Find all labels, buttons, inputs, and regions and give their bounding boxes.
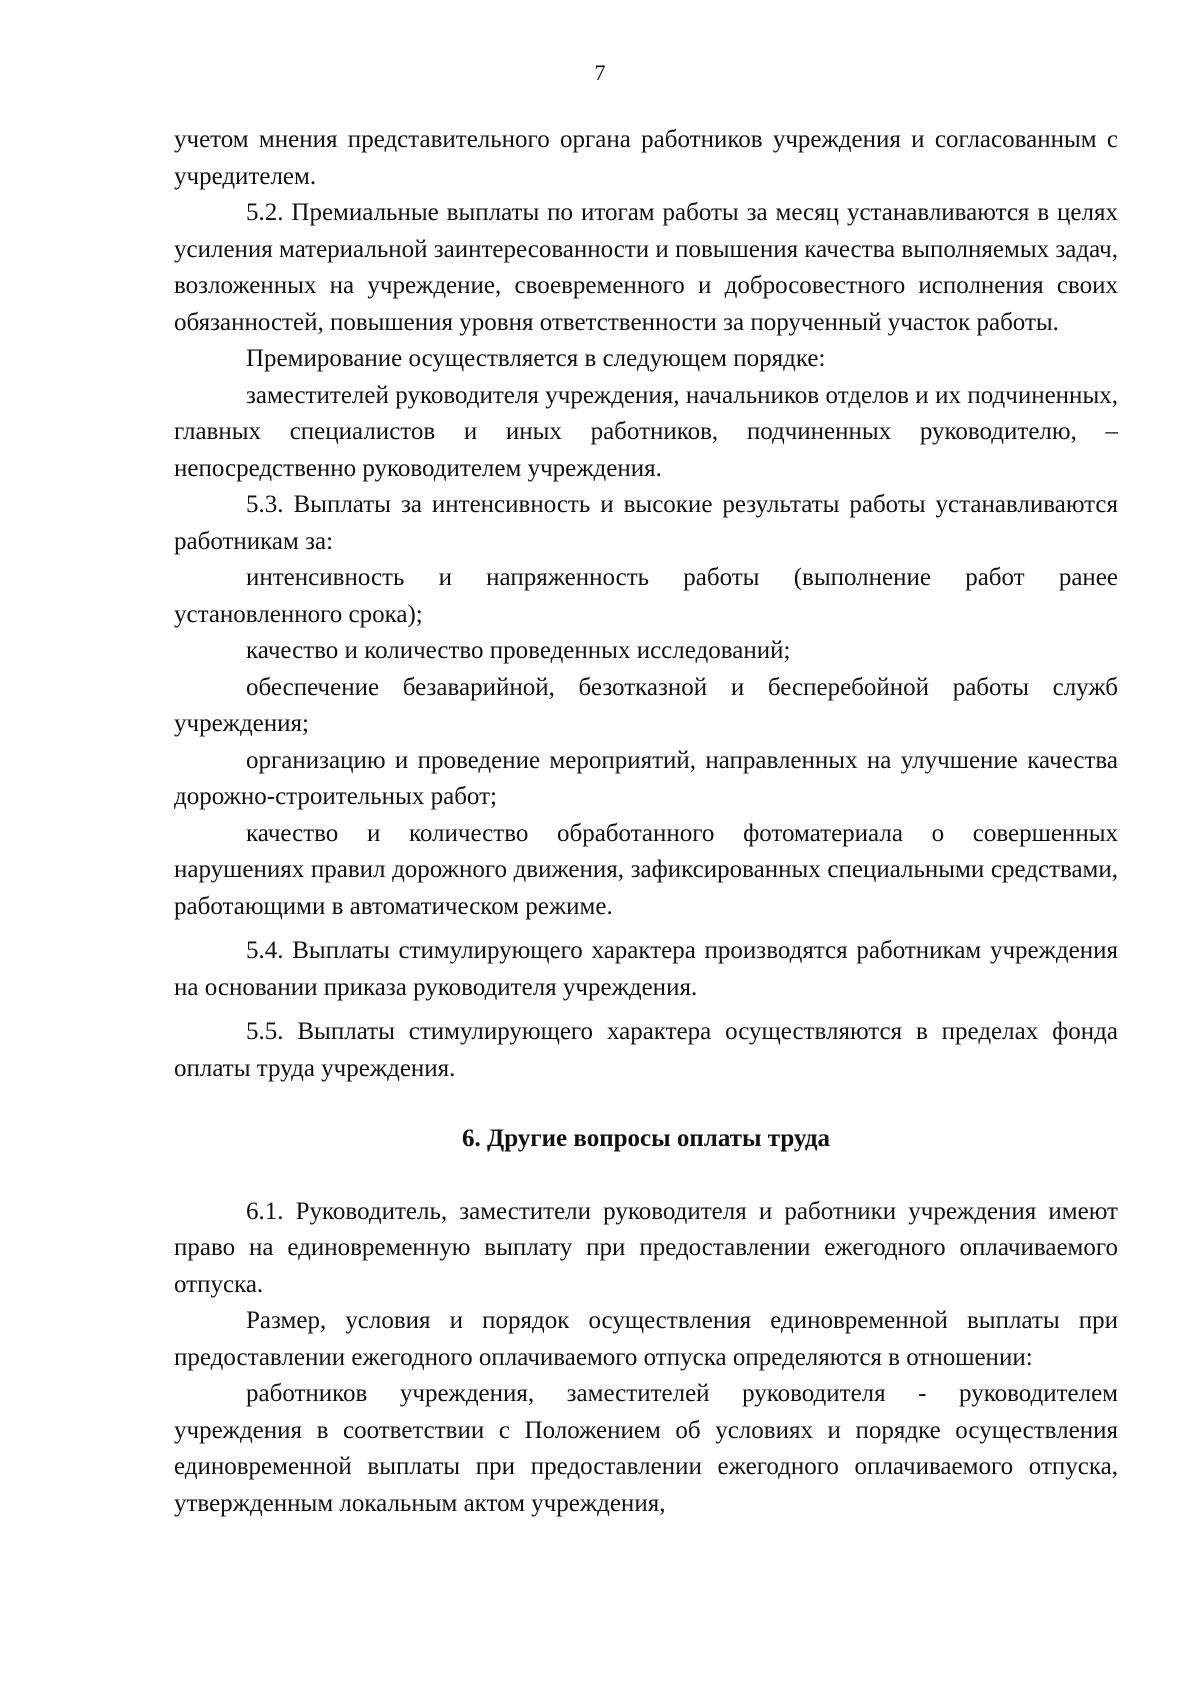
paragraph-quality-research: качество и количество проведенных исследований; bbox=[246, 637, 791, 664]
paragraph-workers: работников учреждения, заместителей руководителя - руководителем учреждения в соответствии с Положением об условиях и порядке осуществления единовременной выплаты при предоставлении ежегодного оплачиваемого отпуска, утвержденным локальным актом учреждения, bbox=[174, 1380, 1118, 1517]
paragraph-uninterrupted-work: обеспечение безаварийной, безотказной и бесперебойной работы служб учреждения; bbox=[174, 673, 1118, 737]
document-body bbox=[174, 122, 1118, 1522]
paragraph-continuation: учетом мнения представительного органа работников учреждения и согласованным с учредителем. bbox=[174, 126, 1118, 190]
paragraph-5-4: 5.4. Выплаты стимулирующего характера производятся работникам учреждения на основании приказа руководителя учреждения. bbox=[174, 937, 1118, 1001]
page-number: 7 bbox=[594, 60, 606, 85]
paragraph-5-3: 5.3. Выплаты за интенсивность и высокие результаты работы устанавливаются работникам за: bbox=[174, 491, 1118, 555]
paragraph-premium-order: Премирование осуществляется в следующем порядке: bbox=[246, 345, 826, 372]
paragraph-5-2: 5.2. Премиальные выплаты по итогам работы за месяц устанавливаются в целях усиления материальной заинтересованности и повышения качества выполняемых задач, возложенных на учреждение, своевременного и добросовестного исполнения своих обязанностей, повышения уровня ответственности за порученный участок работы. bbox=[174, 199, 1118, 336]
paragraph-premium-deputies: заместителей руководителя учреждения, начальников отделов и их подчиненных, главных специалистов и иных работников, подчиненных руководителю, – непосредственно руководителем учреждения. bbox=[174, 381, 1118, 482]
paragraph-5-5: 5.5. Выплаты стимулирующего характера осуществляются в пределах фонда оплаты труда учреждения. bbox=[174, 1018, 1118, 1082]
section-6-heading: 6. Другие вопросы оплаты труда bbox=[462, 1125, 830, 1152]
paragraph-size-conditions: Размер, условия и порядок осуществления единовременной выплаты при предоставлении ежегодного оплачиваемого отпуска определяются в отношении: bbox=[174, 1307, 1118, 1371]
paragraph-intensity: интенсивность и напряженность работы (выполнение работ ранее установленного срока); bbox=[174, 564, 1118, 628]
paragraph-6-1: 6.1. Руководитель, заместители руководителя и работники учреждения имеют право на единовременную выплату при предоставлении ежегодного оплачиваемого отпуска. bbox=[174, 1197, 1118, 1298]
paragraph-organization: организацию и проведение мероприятий, направленных на улучшение качества дорожно-строительных работ; bbox=[174, 746, 1118, 810]
paragraph-photo-material: качество и количество обработанного фотоматериала о совершенных нарушениях правил дорожного движения, зафиксированных специальными средствами, работающими в автоматическом режиме. bbox=[174, 819, 1118, 920]
